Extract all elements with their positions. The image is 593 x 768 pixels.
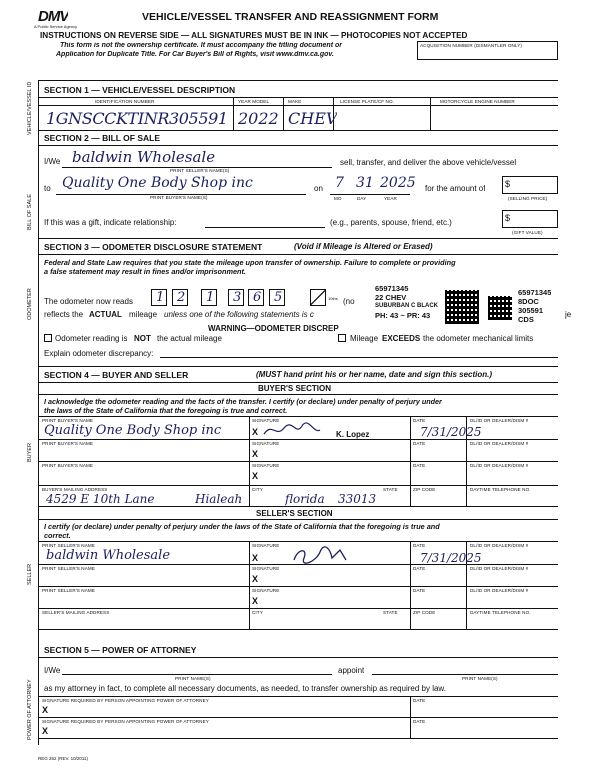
buyer-address-field[interactable]: 4529 E 10th Lane bbox=[46, 492, 155, 506]
buyer-state-field[interactable]: florida bbox=[285, 492, 325, 506]
odometer-digit-box[interactable] bbox=[310, 289, 326, 306]
selling-price-field[interactable] bbox=[502, 176, 558, 194]
dealer-sticker-right: 65971345 8DOC 305591 CDS bbox=[518, 288, 552, 324]
mileage-exceeds-checkbox[interactable] bbox=[338, 334, 346, 342]
side-label-vehicle-id: VEHICLE/VESSEL ID bbox=[27, 81, 33, 135]
sellers-section-heading: SELLER'S SECTION bbox=[256, 509, 333, 518]
gift-relationship-field[interactable] bbox=[205, 227, 325, 228]
buyer-signature[interactable] bbox=[262, 420, 322, 440]
buyer-name-field[interactable]: Quality One Body Shop inc bbox=[62, 175, 253, 191]
buyers-section-heading: BUYER'S SECTION bbox=[258, 384, 332, 393]
poa-signature-1[interactable]: X bbox=[42, 705, 49, 715]
poa-attorney-field[interactable] bbox=[372, 674, 558, 675]
poa-signature-2[interactable]: X bbox=[42, 726, 49, 736]
qr-code-icon bbox=[445, 290, 479, 324]
seller-name-field[interactable]: baldwin Wholesale bbox=[72, 148, 216, 166]
poa-grantor-field[interactable] bbox=[62, 674, 332, 675]
odometer-digit-box[interactable] bbox=[151, 289, 167, 306]
sale-day-field[interactable]: 31 bbox=[356, 175, 374, 191]
seller-print-name-field[interactable]: baldwin Wholesale bbox=[46, 548, 171, 563]
gift-value-field[interactable] bbox=[502, 210, 558, 228]
odometer-digit-box[interactable] bbox=[269, 289, 285, 306]
sale-year-field[interactable]: 2025 bbox=[380, 175, 416, 191]
col-identification-number: IDENTIFICATION NUMBER bbox=[95, 99, 155, 104]
section3-title: SECTION 3 — ODOMETER DISCLOSURE STATEMENT bbox=[44, 242, 263, 252]
barcode-icon bbox=[488, 296, 512, 320]
buyer-date-field[interactable]: 7/31/2025 bbox=[420, 425, 482, 439]
odometer-digit-box[interactable] bbox=[201, 289, 217, 306]
odometer-discrepancy-field[interactable] bbox=[160, 357, 558, 358]
odometer-digit: 1 bbox=[206, 290, 215, 305]
col-license-plate: LICENSE PLATE/CF NO. bbox=[340, 99, 394, 104]
col-year-model: YEAR MODEL bbox=[238, 99, 270, 104]
side-label-seller: SELLER bbox=[27, 563, 33, 585]
buyer-zip-field[interactable]: 33013 bbox=[338, 492, 377, 506]
odometer-digit: 5 bbox=[274, 290, 283, 305]
form-note-line2: Application for Duplicate Title. For Car Buyer's Bill of Rights, visit www.dmv.ca.gov. bbox=[56, 51, 334, 58]
acquisition-number-label: ACQUISITION NUMBER (DISMANTLER ONLY) bbox=[420, 43, 523, 48]
form-note-line1: This form is not the ownership certificate. It must accompany the titling document or bbox=[60, 42, 342, 49]
form-left-border bbox=[38, 80, 39, 745]
side-label-odometer: ODOMETER bbox=[27, 288, 33, 320]
agency-tagline: A Public Service Agency bbox=[34, 24, 78, 29]
sale-month-field[interactable]: 7 bbox=[335, 175, 344, 191]
dealer-sticker-left: 65971345 22 CHEV SUBURBAN C BLACK PH: 43 ~ PR: 43 bbox=[375, 284, 438, 320]
form-number: REG 262 (REV. 10/2011) bbox=[38, 756, 89, 761]
seller-date-field[interactable]: 7/31/2025 bbox=[420, 551, 482, 565]
col-motorcycle-engine: MOTORCYCLE ENGINE NUMBER bbox=[440, 99, 515, 104]
buyer-printed-name: K. Lopez bbox=[336, 430, 370, 439]
side-label-buyer: BUYER bbox=[27, 443, 33, 462]
section4-title: SECTION 4 — BUYER AND SELLER bbox=[44, 370, 189, 380]
dmv-logo: DMV bbox=[38, 8, 69, 25]
section5-title: SECTION 5 — POWER OF ATTORNEY bbox=[44, 645, 197, 655]
section1-title: SECTION 1 — VEHICLE/VESSEL DESCRIPTION bbox=[44, 85, 236, 95]
odometer-digit-box[interactable] bbox=[172, 289, 188, 306]
odometer-digit: 6 bbox=[253, 290, 262, 305]
buyer-print-name-field[interactable]: Quality One Body Shop inc bbox=[44, 423, 222, 438]
make-field[interactable]: CHEV bbox=[288, 109, 338, 128]
form-top-border bbox=[38, 80, 558, 81]
year-model-field[interactable]: 2022 bbox=[238, 109, 279, 128]
side-label-bill-of-sale: BILL OF SALE bbox=[27, 194, 33, 230]
odometer-digit-box[interactable] bbox=[248, 289, 264, 306]
seller-signature[interactable] bbox=[290, 544, 350, 566]
form-subtitle: INSTRUCTIONS ON REVERSE SIDE — ALL SIGNATURES MUST BE IN INK — PHOTOCOPIES NOT ACCEPTED bbox=[40, 31, 468, 40]
odometer-not-actual-checkbox[interactable] bbox=[44, 334, 52, 342]
side-label-power-of-attorney: POWER OF ATTORNEY bbox=[27, 679, 33, 740]
col-make: MAKE bbox=[288, 99, 302, 104]
odometer-digit: 3 bbox=[233, 290, 242, 305]
odometer-digit: 1 bbox=[156, 290, 165, 305]
odometer-digit-box[interactable] bbox=[228, 289, 244, 306]
form-title: VEHICLE/VESSEL TRANSFER AND REASSIGNMENT FORM bbox=[142, 11, 439, 23]
vin-field[interactable]: 1GNSCCKTINR305591 bbox=[46, 109, 228, 128]
section2-title: SECTION 2 — BILL OF SALE bbox=[44, 133, 161, 143]
odometer-digit: 2 bbox=[177, 290, 186, 305]
buyer-city-field[interactable]: Hialeah bbox=[195, 492, 243, 506]
transfer-form-page: DMV A Public Service Agency VEHICLE/VESSEL TRANSFER AND REASSIGNMENT FORM INSTRUCTIONS ON REVERSE SIDE — ALL SIGNATURES MUST BE IN INK — PHOTOCOPIES NOT ACCEPTED This form is not the ownership certificate. It must accompany the titling document or Application for Duplicate Title. For Car Buyer's Bill of Rights, visit www.dmv.ca.gov. ACQUISITION NUMBER (DISMANTLER ONLY) VEHICLE/VESSEL ID BILL OF SALE ODOMETER BUYER SELLER POWER OF ATTORNEY SECTION 1 — VEHICLE/VESSEL DESCRIPTION IDENTIFICATION NUMBER YEAR MODEL MAKE LICENSE PLATE/CF NO. MOTORCYCLE ENGINE NUMBER 1GNSCCKTINR305591 2022 CHEV SECTION 2 — BILL OF SALE I/We baldwin Wholesale PRINT SELLER'S NAME(S) sell, transfer, and deliver the above vehicle/vessel to Quality One Body Shop inc PRINT BUYER'S NAME(S) on 7 31 2025 MO DAY YEAR for the amount of $ (SELLING PRICE) If this was a gift, indicate relationship: (e.g., parents, spouse, friend, etc.) $ (GIFT VALUE) SECTION 3 — ODOMETER DISCLOSURE STATEMENT (Void if Mileage is Altered or Erased) Federal and State Law requires that you state the mileage upon transfer of ownership. Failure to complete or providing a false statement may result in fines and/or imprisonment. The odometer now reads 1 2 1 3 6 5 10ths (no reflects the ACTUAL mileage unless one of the following statements is c WARNING—ODOMETER DISCREP je Odometer reading is NOT the actual mileage Mileage EXCEEDS the odometer mechanical limits Explain odometer discrepancy: 65971345 22 CHEV SUBURBAN C BLACK PH: 43 ~ PR: 43 65971345 8DOC 305591 CDS SECTION 4 — BUYER AND SELLER (MUST hand print his or her name, date and sign this section.) BUYER'S SECTION I acknowledge the odometer reading and the facts of the transfer. I certify (or declare) under penalty of perjury under the laws of the State of California that the foregoing is true and correct. PRINT BUYER'S NAME SIGNATURE DATE DL/ID OR DEALER/DISM # Quality One Body Shop inc X K. Lopez 7/31/2025 PRINT BUYER'S NAME SIGNATURE DATE DL/ID OR DEALER/DISM # X PRINT BUYER'S NAME SIGNATURE DATE DL/ID OR DEALER/DISM # X BUYER'S MAILING ADDRESS CITY STATE ZIP CODE DAYTIME TELEPHONE NO. 4529 E 10th Lane Hialeah florida 33013 SELLER'S SECTION I certify (or declare) under penalty of perjury under the laws of the State of California that the foregoing is true and correct. PRINT SELLER'S NAME SIGNATURE DATE DL/ID OR DEALER/DISM # baldwin Wholesale X 7/31/2025 PRINT SELLER'S NAME SIGNATURE DATE DL/ID OR DEALER/DISM # X PRINT SELLER'S NAME SIGNATURE DATE DL/ID OR DEALER/DISM # X SELLER'S MAILING ADDRESS CITY STATE ZIP CODE DAYTIME TELEPHONE NO. SECTION 5 — POWER OF ATTORNEY I/We PRINT NAME(S) appoint PRINT NAME(S) as my attorney in fact, to complete all necessary documents, as needed, to transfer ownership as required by law. SIGNATURE REQUIRED BY PERSON APPOINTING POWER OF ATTORNEY DATE X SIGNATURE REQUIRED BY PERSON APPOINTING POWER OF ATTORNEY DATE X REG 262 (REV. 10/2011) bbox=[27, 8, 572, 761]
